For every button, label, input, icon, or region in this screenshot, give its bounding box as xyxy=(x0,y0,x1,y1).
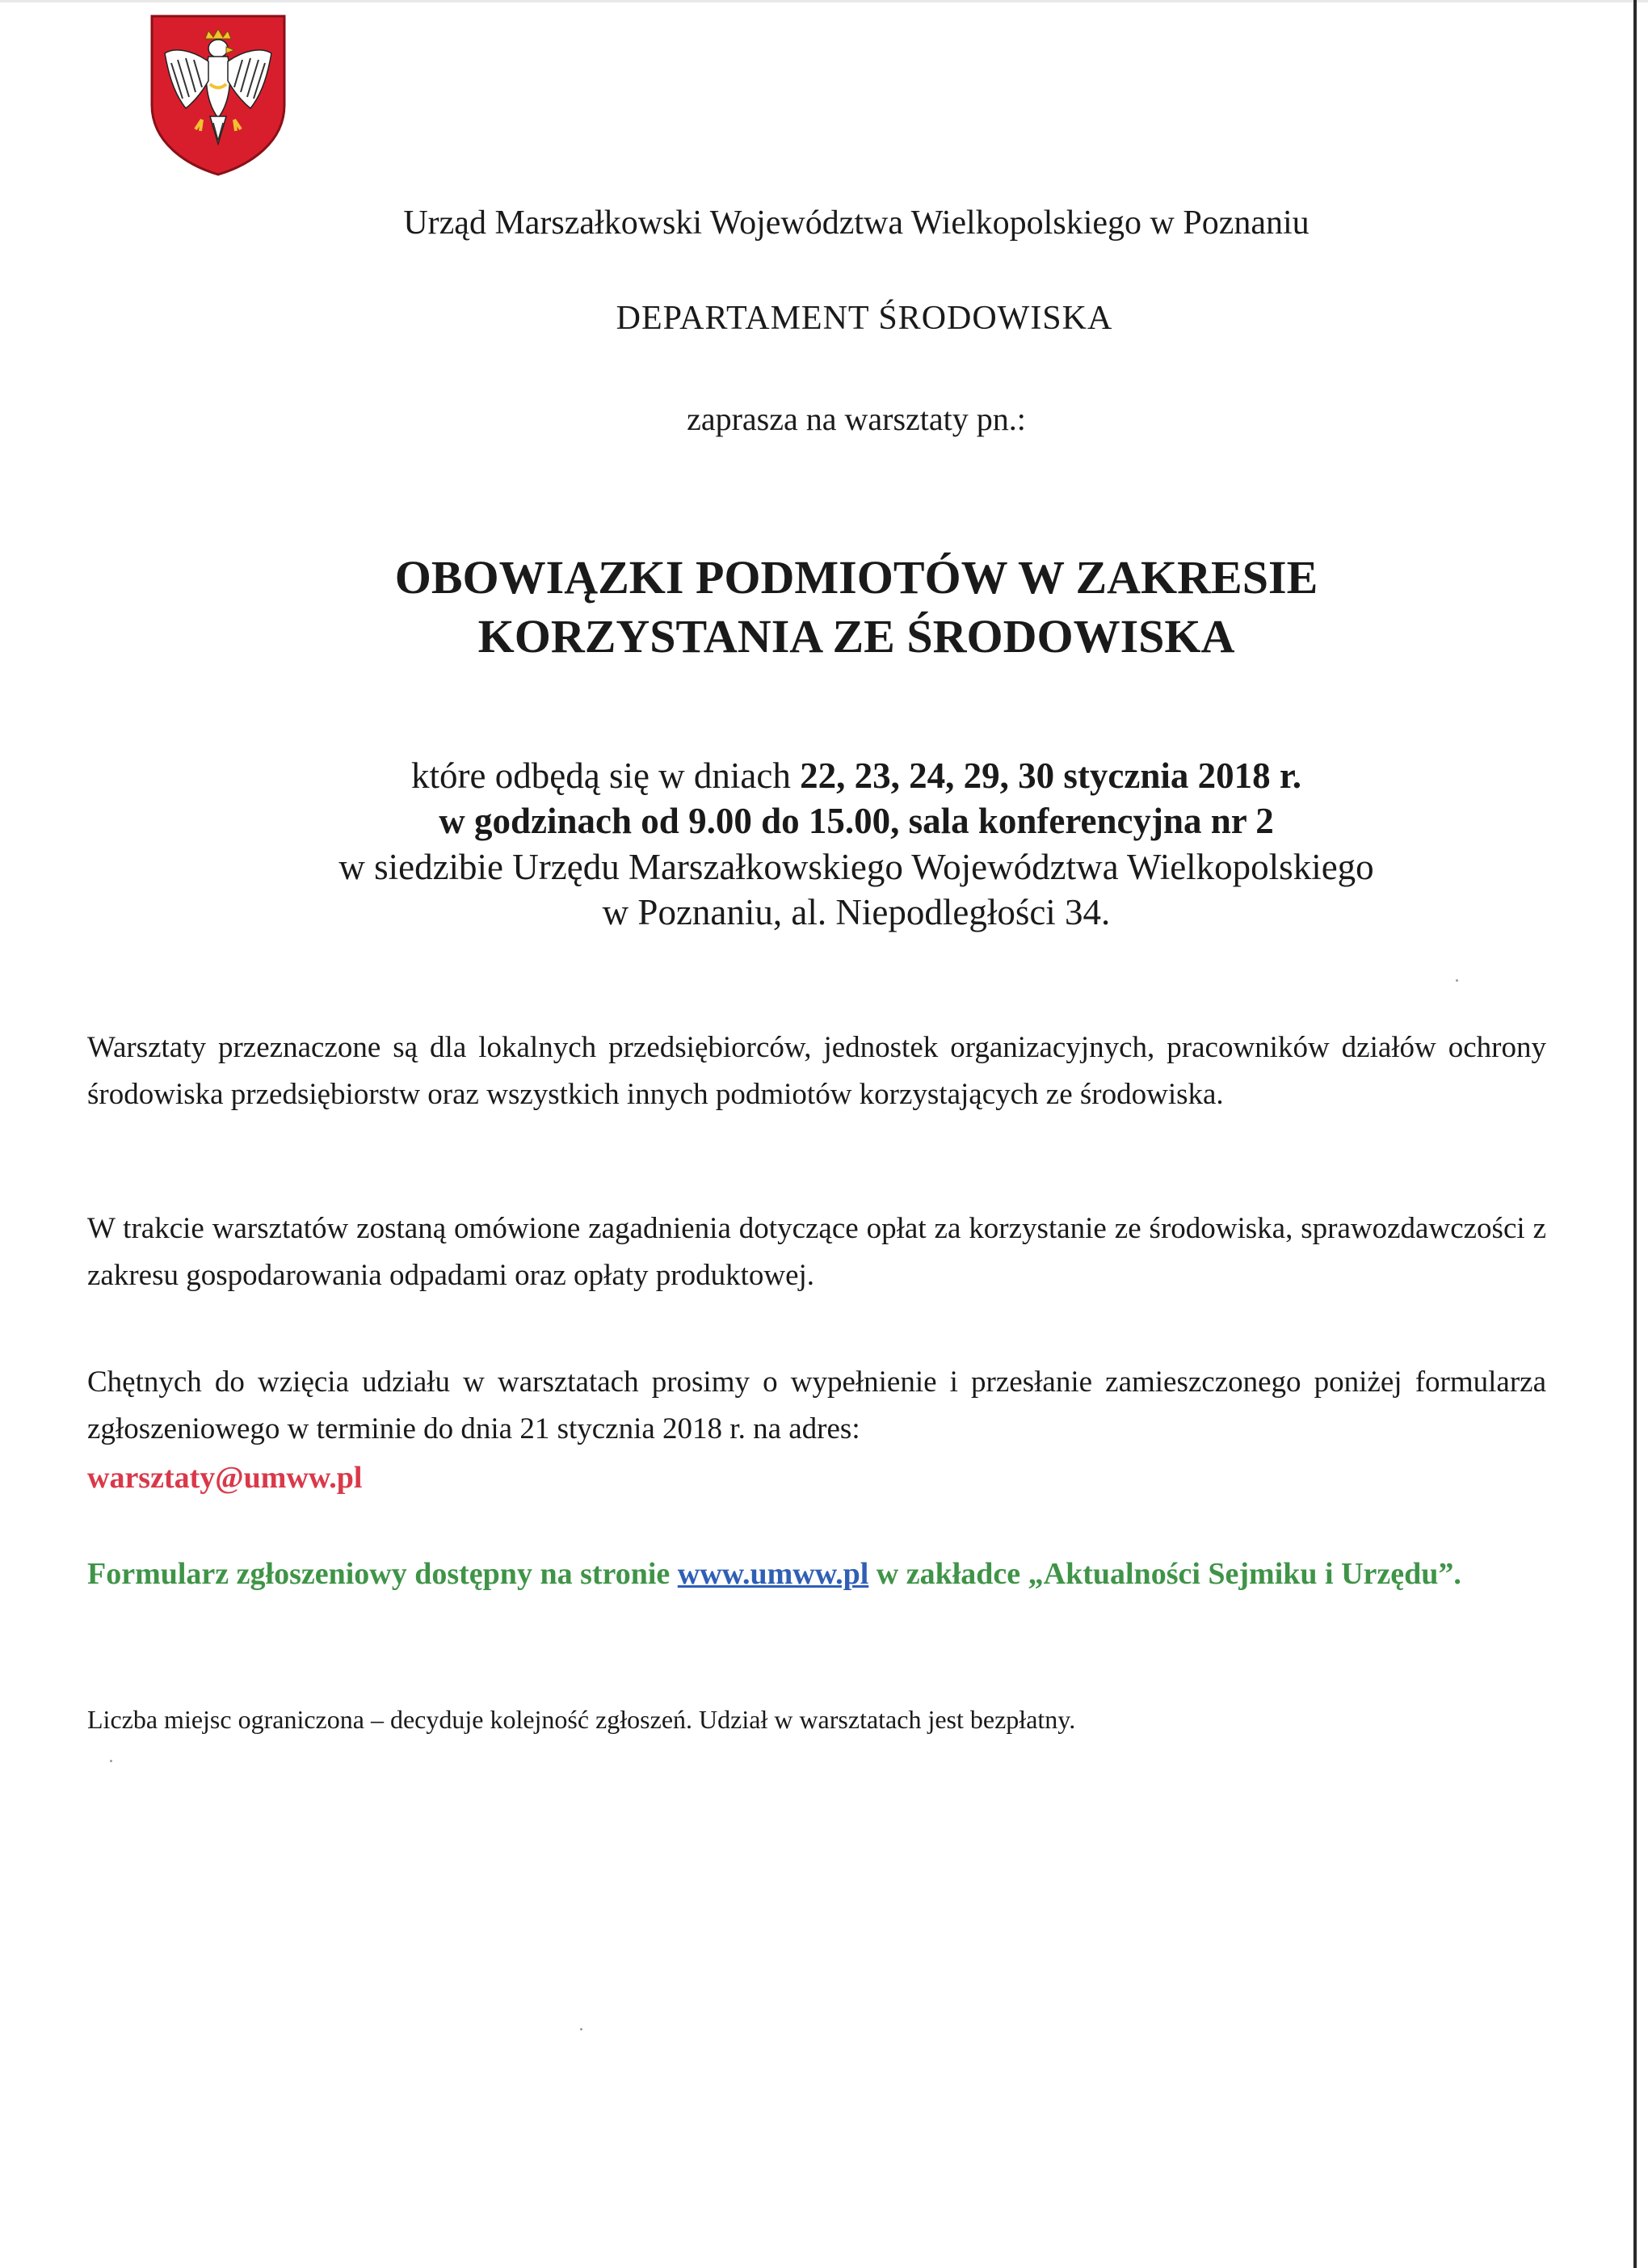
scan-edge-right xyxy=(1633,0,1637,2268)
form-note-suffix: w zakładce „Aktualności Sejmiku i Urzędu”. xyxy=(868,1557,1461,1591)
dates-prefix: które odbędą się w dniach xyxy=(411,755,801,796)
scan-speck xyxy=(1456,979,1458,982)
workshop-hours xyxy=(32,798,1648,844)
footer-note: Liczba miejsc ograniczona – decyduje kolejność zgłoszeń. Udział w warsztatach jest bezpłatny. xyxy=(87,1705,1076,1734)
website-link[interactable]: www.umww.pl xyxy=(677,1557,869,1591)
workshop-dates xyxy=(32,753,1648,798)
scan-edge-top xyxy=(0,0,1648,2)
department-name: DEPARTAMENT ŚRODOWISKA xyxy=(616,300,1113,337)
dates-value: 22, 23, 24, 29, 30 stycznia 2018 r. xyxy=(800,755,1301,796)
audience-paragraph: Warsztaty przeznaczone są dla lokalnych przedsiębiorców, jednostek organizacyjnych, pracowników działów ochrony środowiska przedsiębiorstw oraz wszystkich innych podmiotów korzystających ze środowiska. xyxy=(87,1031,1546,1112)
topics-paragraph: W trakcie warsztatów zostaną omówione zagadnienia dotyczące opłat za korzystanie ze środowiska, sprawozdawczości z zakresu gospodarowania odpadami oraz opłaty produktowej. xyxy=(87,1212,1546,1293)
invitation-line: zaprasza na warsztaty pn.: xyxy=(687,401,1026,437)
form-note-prefix: Formularz zgłoszeniowy dostępny na stronie xyxy=(87,1557,678,1591)
workshop-title xyxy=(0,548,1648,666)
eagle-coat-of-arms-icon xyxy=(150,15,286,176)
workshop-location-line-1: w siedzibie Urzędu Marszałkowskiego Województwa Wielkopolskiego xyxy=(338,846,1374,887)
hours-value: w godzinach od 9.00 do 15.00, sala konferencyjna nr 2 xyxy=(439,801,1274,842)
form-availability-note xyxy=(87,1550,1546,1599)
office-name: Urząd Marszałkowski Województwa Wielkopolskiego w Poznaniu xyxy=(403,204,1310,242)
scan-speck xyxy=(580,2028,582,2030)
workshop-title-line-2: KORZYSTANIA ZE ŚRODOWISKA xyxy=(477,610,1235,663)
workshop-details xyxy=(0,753,1648,935)
registration-email-link[interactable]: warsztaty@umww.pl xyxy=(87,1460,363,1495)
scan-speck xyxy=(110,1760,112,1762)
workshop-location-line-2: w Poznaniu, al. Niepodległości 34. xyxy=(602,891,1111,932)
registration-text: Chętnych do wzięcia udziału w warsztatach prosimy o wypełnienie i przesłanie zamieszczonego poniżej formularza zgłoszeniowego w terminie do dnia 21 stycznia 2018 r. na adres: xyxy=(87,1365,1546,1446)
workshop-title-line-1: OBOWIĄZKI PODMIOTÓW W ZAKRESIE xyxy=(394,551,1318,604)
registration-paragraph xyxy=(87,1359,1546,1502)
